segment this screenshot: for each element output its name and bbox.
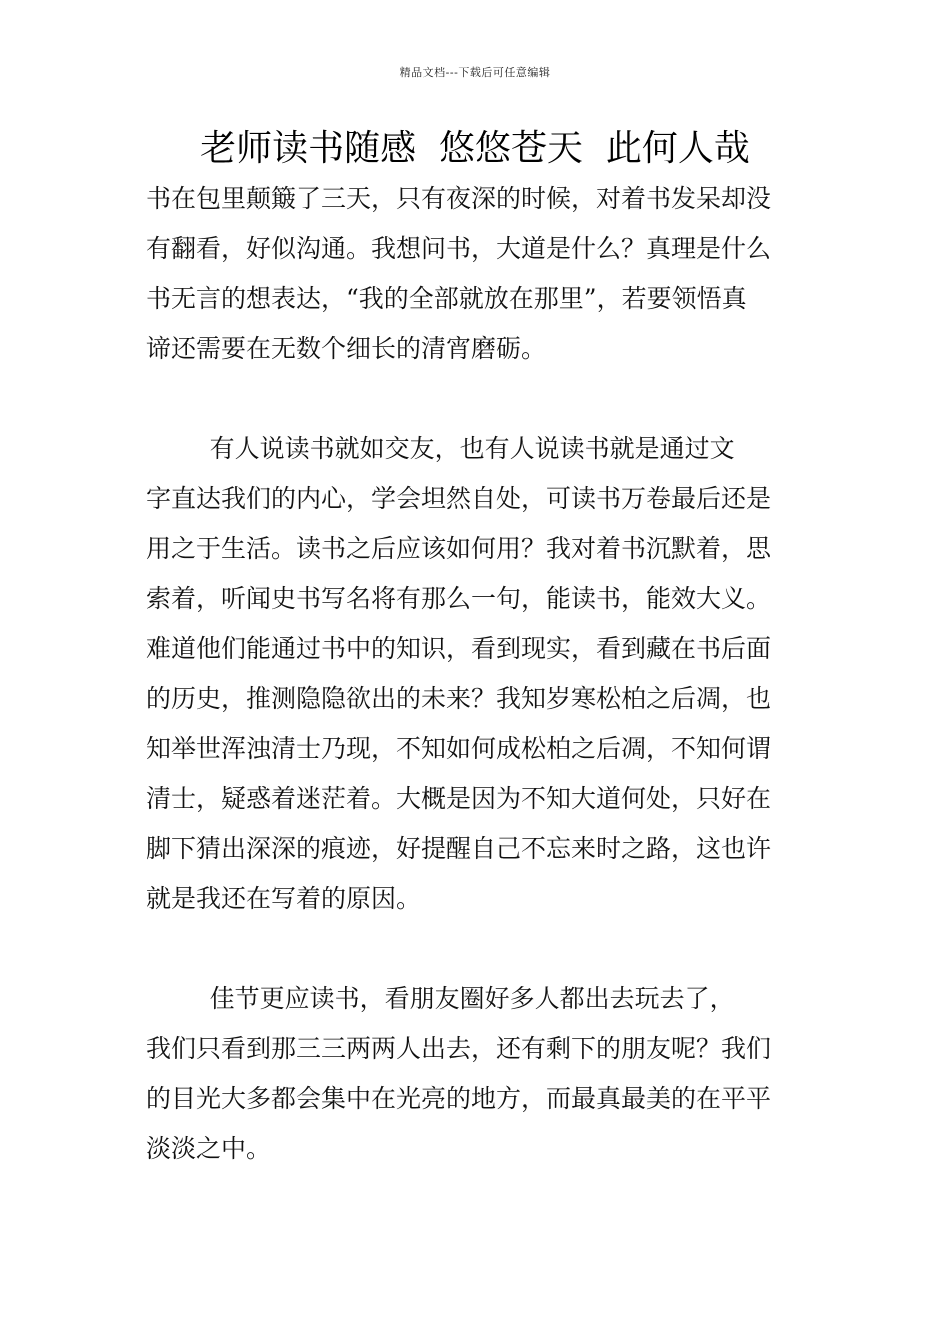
text-line: 知举世浑浊清士乃现，不知如何成松柏之后凋，不知何谓 <box>146 734 772 763</box>
text-line: 字直达我们的内心，学会坦然自处，可读书万卷最后还是 <box>146 484 772 513</box>
text-line: 淡淡之中。 <box>146 1134 272 1163</box>
text-line: 书在包里颠簸了三天，只有夜深的时候，对着书发呆却没 <box>146 184 772 213</box>
text-line: 谛还需要在无数个细长的清宵磨砺。 <box>146 334 547 363</box>
text-line: 难道他们能通过书中的知识，看到现实，看到藏在书后面 <box>146 634 772 663</box>
text-line: 有人说读书就如交友，也有人说读书就是通过文 <box>146 434 735 463</box>
text-line: 脚下猜出深深的痕迹，好提醒自己不忘来时之路，这也许 <box>146 834 772 863</box>
text-line: 书无言的想表达，“我的全部就放在那里”，若要领悟真 <box>146 284 747 313</box>
text-line: 用之于生活。读书之后应该如何用？我对着书沉默着，思 <box>146 534 772 563</box>
paragraph-1 <box>146 174 810 374</box>
text-line: 我们只看到那三三两两人出去，还有剩下的朋友呢？我们 <box>146 1034 772 1063</box>
text-line: 佳节更应读书，看朋友圈好多人都出去玩去了， <box>146 984 735 1013</box>
text-line: 有翻看，好似沟通。我想问书，大道是什么？真理是什么 <box>146 234 772 263</box>
text-line: 就是我还在写着的原因。 <box>146 884 422 913</box>
paragraph-2 <box>146 424 810 924</box>
text-line: 清士，疑惑着迷茫着。大概是因为不知大道何处，只好在 <box>146 784 772 813</box>
text-line: 索着，听闻史书写名将有那么一句，能读书，能效大义。 <box>146 584 772 613</box>
page-header-note: 精品文档---下载后可任意编辑 <box>399 66 551 79</box>
paragraph-3 <box>146 974 810 1174</box>
text-line: 的目光大多都会集中在光亮的地方，而最真最美的在平平 <box>146 1084 772 1113</box>
text-line: 的历史，推测隐隐欲出的未来？我知岁寒松柏之后凋，也 <box>146 684 772 713</box>
document-title: 老师读书随感 悠悠苍天 此何人哉 <box>200 128 750 169</box>
